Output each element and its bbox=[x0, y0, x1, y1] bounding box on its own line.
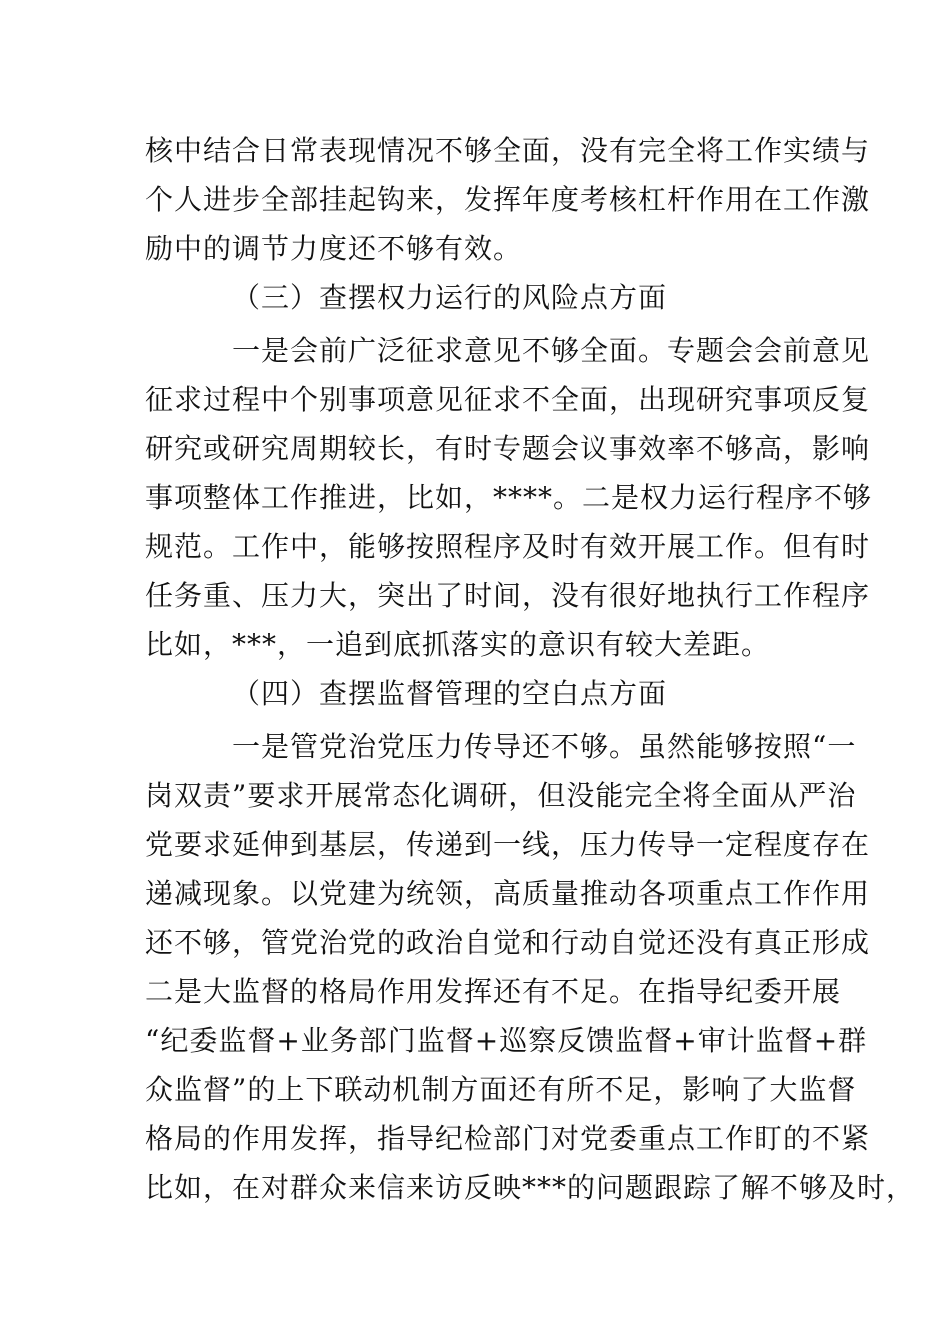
text-line-21: 格局的作用发挥，指导纪检部门对党委重点工作盯的不紧 bbox=[145, 1122, 871, 1155]
text-line-5: 一是会前广泛征求意见不够全面。专题会会前意见 bbox=[232, 334, 871, 367]
text-line-13: 一是管党治党压力传导还不够。虽然能够按照“一 bbox=[232, 730, 857, 763]
section-heading-three: （三）查摆权力运行的风险点方面 bbox=[232, 281, 668, 314]
text-line-22: 比如，在对群众来信来访反映***的问题跟踪了解不够及时， bbox=[145, 1171, 916, 1204]
section-heading-four: （四）查摆监督管理的空白点方面 bbox=[232, 677, 668, 710]
text-line-15: 党要求延伸到基层，传递到一线，压力传导一定程度存在 bbox=[145, 828, 871, 861]
text-line-17: 还不够，管党治党的政治自觉和行动自觉还没有真正形成 bbox=[145, 926, 871, 959]
text-line-1: 核中结合日常表现情况不够全面，没有完全将工作实绩与 bbox=[145, 134, 871, 167]
text-line-7: 研究或研究周期较长，有时专题会议事效率不够高，影响 bbox=[145, 432, 871, 465]
text-line-14: 岗双责”要求开展常态化调研，但没能完全将全面从严治 bbox=[145, 779, 857, 812]
text-line-16: 递减现象。以党建为统领，高质量推动各项重点工作作用 bbox=[145, 877, 871, 910]
text-line-18: 二是大监督的格局作用发挥还有不足。在指导纪委开展 bbox=[145, 975, 842, 1008]
text-line-11: 比如，***，一追到底抓落实的意识有较大差距。 bbox=[145, 628, 771, 661]
text-line-19: “纪委监督+业务部门监督+巡察反馈监督+审计监督+群 bbox=[145, 1024, 868, 1057]
text-line-2: 个人进步全部挂起钩来，发挥年度考核杠杆作用在工作激 bbox=[145, 183, 871, 216]
text-line-3: 励中的调节力度还不够有效。 bbox=[145, 232, 523, 265]
text-line-8: 事项整体工作推进，比如，****。二是权力运行程序不够 bbox=[145, 481, 873, 514]
text-line-20: 众监督”的上下联动机制方面还有所不足，影响了大监督 bbox=[145, 1073, 857, 1106]
text-line-10: 任务重、压力大，突出了时间，没有很好地执行工作程序 bbox=[145, 579, 871, 612]
text-line-6: 征求过程中个别事项意见征求不全面，出现研究事项反复 bbox=[145, 383, 871, 416]
text-line-9: 规范。工作中，能够按照程序及时有效开展工作。但有时 bbox=[145, 530, 871, 563]
